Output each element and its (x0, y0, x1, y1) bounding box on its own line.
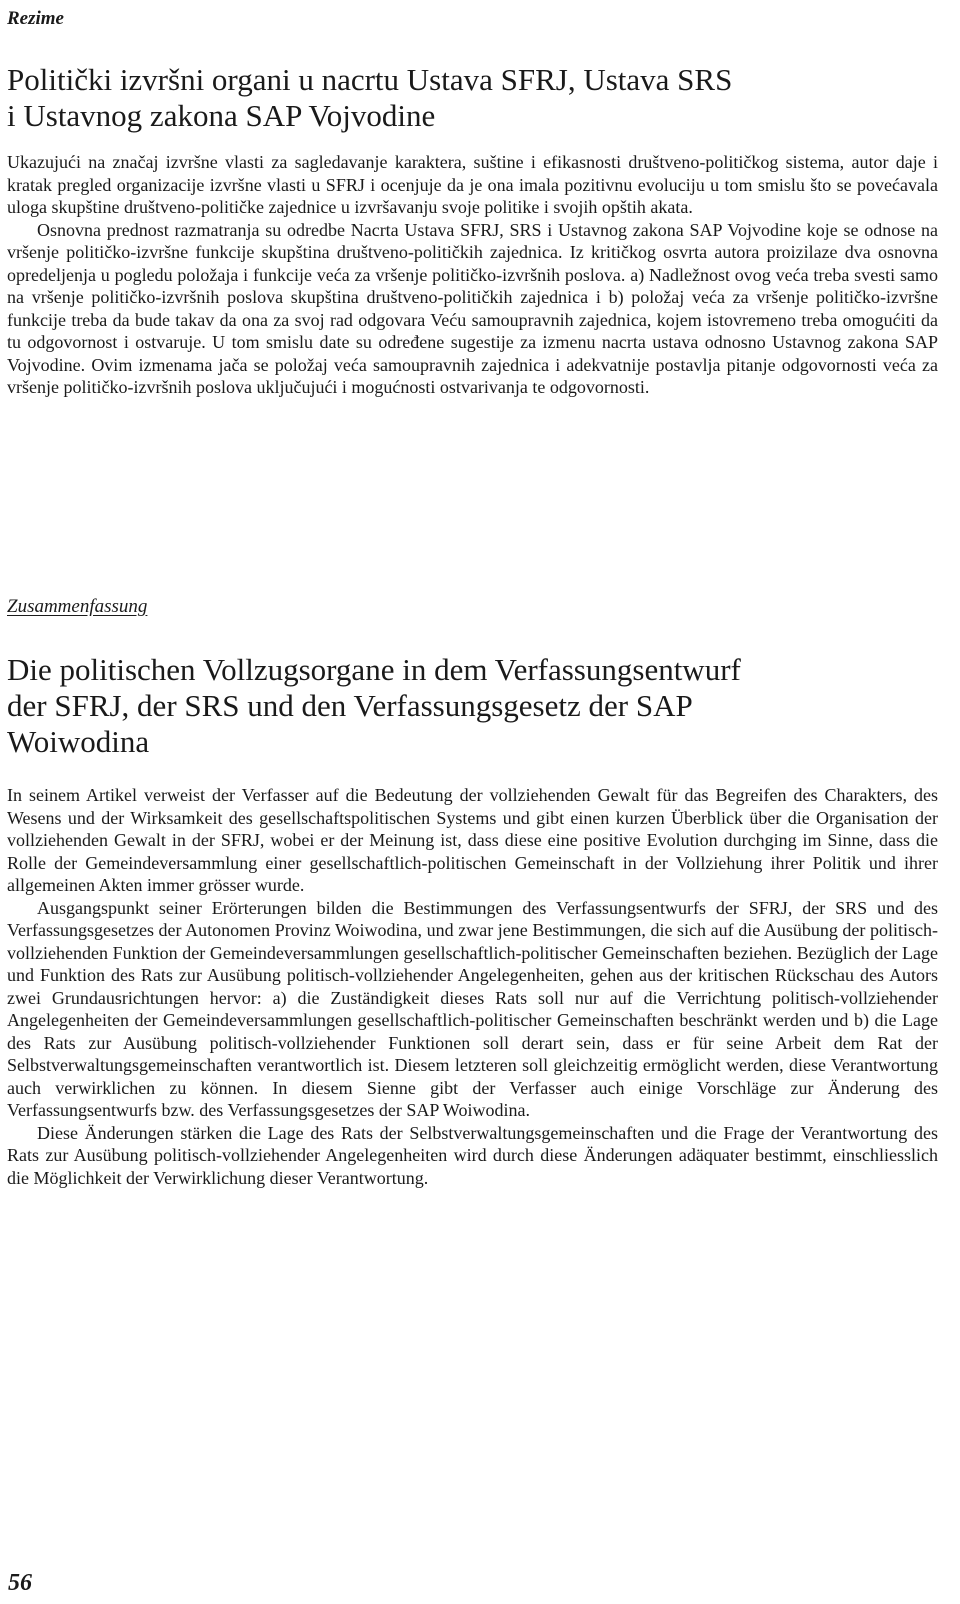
abstract-paragraph: Ukazujući na značaj izvršne vlasti za sagledavanje karaktera, suštine i efikasnosti društveno-političkog sistema, autor daje i kratak pregled organizacije izvršne vlasti u SFRJ i ocenjuje da je ona imala pozitivnu evoluciju u tom smislu što se povećavala uloga skupštine društveno-političke zajednice u izvršavanju svoje politike i svojih opštih akata. (7, 152, 938, 217)
abstract-paragraph: Diese Änderungen stärken die Lage des Rats der Selbstverwaltungsgemeinschaften und die Frage der Verantwortung des Rats zur Ausübung politisch-vollziehender Angelegenheiten wird durch diese Änderungen adäquater bestimmt, einschliesslich die Möglichkeit der Verwirklichung dieser Verantwortung. (7, 1122, 938, 1188)
title-line: Woiwodina (7, 724, 150, 759)
abstract-body (7, 784, 938, 1189)
abstract-paragraph: Osnovna prednost razmatranja su odredbe Nacrta Ustava SFRJ, SRS i Ustavnog zakona SAP Vojvodine koje se odnose na vršenje političko-izvršne funkcije skupština društveno-političkih zajednica. Iz kritičkog osvrta autora proizilaze dva osnovna opredeljenja u pogledu položaja i funkcije veća za vršenje političko-izvršnih poslova. a) Nadležnost ovog veća treba svesti samo na vršenje političko-izvršnih poslova skupština društveno-političkih zajednica i b) položaj veća za vršenje političko-izvršne funkcije treba da bude takav da ona za svoj rad odgovara Veću samoupravnih zajednica, kojem istovremeno treba omogućiti da tu odgovornost i ostvaruje. U tom smislu date su određene sugestije za izmenu nacrta ustava odnosno Ustavnog zakona SAP Vojvodine. Ovim izmenama jača se položaj veća samoupravnih zajednica i adekvatnije postavlja pitanje odgovornosti veća za vršenje političko-izvršnih poslova uključujući i mogućnosti ostvarivanja te odgovornosti. (7, 219, 938, 397)
article-title (7, 652, 938, 760)
abstract-paragraph: In seinem Artikel verweist der Verfasser auf die Bedeutung der vollziehenden Gewalt für das Begreifen des Charakters, des Wesens und der Wirksamkeit des gesellschaftspolitischen Systems und gibt einen kurzen Überblick über die Organisation der vollziehenden Gewalt in der SFRJ, wobei er der Meinung ist, dass diese eine positive Evolution durchging im Sinne, dass die Rolle der Gemeindeversammlung einer gesellschaftlich-politischen Gemeinschaft in der Vollziehung ihrer Politik und ihrer allgemeinen Akten immer grösser wurde. (7, 785, 938, 895)
title-line: der SFRJ, der SRS und den Verfassungsgesetz der SAP (7, 688, 693, 723)
article-title (7, 62, 938, 134)
section-label-text: Zusammenfassung (7, 596, 148, 617)
abstract-paragraph: Ausgangspunkt seiner Erörterungen bilden die Bestimmungen des Verfassungsentwurfs der SFRJ, der SRS und des Verfassungsgesetzes der Autonomen Provinz Woiwodina, und zwar jene Bestimmungen, die sich auf die Ausübung der politisch-vollziehenden Funktion der Gemeindeversammlungen gesellschaftlich-politischer Gemeinschaften beziehen. Bezüglich der Lage und Funktion des Rats zur Ausübung politisch-vollziehender Angelegenheiten, gehen aus der kritischen Rückschau des Autors zwei Grundausrichtungen hervor: a) die Zuständigkeit dieses Rats soll nur auf die Verrichtung politisch-vollziehender Angelegenheiten der Gemeindeversammlungen gesellschaftlich-politischer Gemeinschaften beschränkt werden und b) die Lage des Rats zur Ausübung politisch-vollziehender Funktionen soll derart sein, dass er für seine Arbeit dem Rat der Selbstverwaltungsgemeinschaften verantwortlich ist. Diesem letzteren soll gleichzeitig ermöglicht werden, diese Verantwortung auch verwirklichen zu können. In diesem Sienne gibt der Verfasser auch einige Vorschläge zur Änderung des Verfassungsentwurfs bzw. des Verfassungsgesetzes der SAP Woiwodina. (7, 897, 938, 1120)
section-label (7, 596, 938, 618)
rezime-section (7, 8, 938, 399)
title-line: i Ustavnog zakona SAP Vojvodine (7, 98, 436, 133)
title-line: Die politischen Vollzugsorgane in dem Verfassungsentwurf (7, 652, 741, 687)
section-label: Rezime (7, 8, 64, 29)
abstract-body (7, 151, 938, 399)
zusammenfassung-section (7, 596, 938, 1189)
title-line: Politički izvršni organi u nacrtu Ustava SFRJ, Ustava SRS (7, 62, 733, 97)
page-number: 56 (8, 1570, 32, 1596)
